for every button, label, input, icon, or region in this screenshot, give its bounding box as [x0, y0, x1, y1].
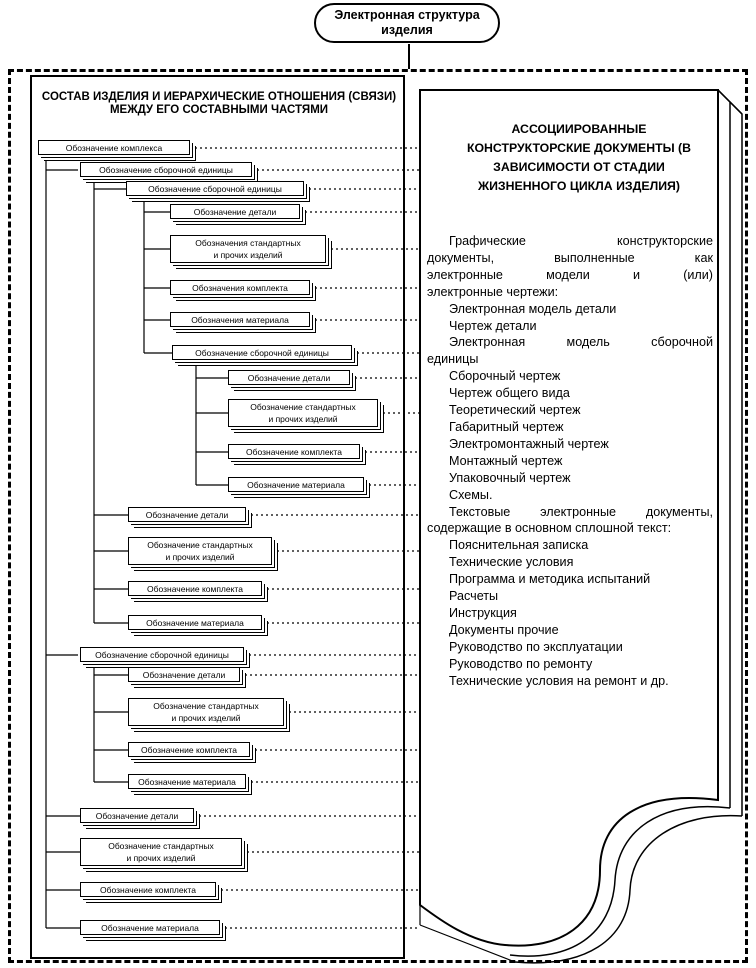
node-complex: Обозначение комплекса: [38, 140, 190, 155]
text-doc-item: Технические условия на ремонт и др.: [449, 673, 669, 688]
node-material: Обозначение материала: [128, 774, 246, 789]
node-standard-items-line-1: Обозначение стандартных: [250, 402, 356, 412]
node-assembly-2: Обозначение сборочной единицы: [80, 647, 244, 662]
node-assembly-1-1-1: Обозначение сборочной единицы: [172, 345, 352, 360]
node-standard-items-line-2: и прочих изделий: [171, 713, 241, 723]
text-doc-item: Программа и методика испытаний: [449, 572, 651, 587]
text-doc-item: Пояснительная записка: [449, 538, 589, 553]
node-kit: Обозначение комплекта: [80, 882, 216, 897]
text-doc-item: Расчеты: [449, 589, 499, 604]
node-assembly-1: Обозначение сборочной единицы: [80, 162, 252, 177]
node-standard-items-line-1: Обозначение стандартных: [147, 540, 253, 550]
text-doc-item: Руководство по эксплуатации: [449, 639, 623, 654]
node-standard-items: [170, 235, 326, 263]
graphic-doc-item: Сборочный чертеж: [449, 369, 561, 384]
node-part: Обозначение детали: [228, 370, 350, 385]
node-standard-items: [128, 698, 284, 726]
graphic-doc-item: Чертеж детали: [449, 318, 537, 333]
node-standard-items-line-1: Обозначение стандартных: [108, 841, 214, 851]
graphic-doc-item: единицы: [427, 352, 479, 367]
text-docs-intro-line: содержащие в основном сплошной текст:: [427, 521, 672, 536]
graphic-doc-item: Монтажный чертеж: [449, 453, 563, 468]
graphic-docs-intro-line: Графические конструкторские: [449, 234, 713, 248]
node-kit: Обозначение комплекта: [228, 444, 360, 459]
graphic-doc-item: Чертеж общего вида: [449, 386, 570, 401]
graphic-doc-item: Электронная модель сборочной: [449, 335, 713, 350]
node-standard-items: [128, 537, 272, 565]
text-doc-item: Руководство по ремонту: [449, 656, 593, 671]
graphic-doc-item: Электромонтажный чертеж: [449, 436, 609, 451]
graphic-doc-item: Габаритный чертеж: [449, 419, 564, 434]
node-part: Обозначение детали: [80, 808, 194, 823]
node-material: Обозначения материала: [170, 312, 310, 327]
node-material: Обозначение материала: [228, 477, 364, 492]
text-doc-item: Документы прочие: [449, 622, 559, 637]
node-kit: Обозначение комплекта: [128, 742, 250, 757]
node-material: Обозначение материала: [128, 615, 262, 630]
graphic-doc-item: Теоретический чертеж: [449, 403, 581, 418]
node-part: Обозначение детали: [128, 507, 246, 522]
node-standard-items-line-2: и прочих изделий: [165, 552, 235, 562]
text-docs-intro-line: Текстовые электронные документы,: [449, 504, 713, 519]
node-standard-items-line-2: и прочих изделий: [126, 853, 196, 863]
node-material: Обозначение материала: [80, 920, 220, 935]
text-doc-item: Инструкция: [449, 605, 517, 620]
node-standard-items-line-1: Обозначение стандартных: [153, 701, 259, 711]
graphic-docs-intro-line: электронные чертежи:: [427, 284, 559, 299]
node-part: Обозначение детали: [170, 204, 300, 219]
graphic-docs-intro-line: электронные модели и (или): [427, 267, 713, 282]
node-standard-items-line-1: Обозначения стандартных: [195, 238, 301, 248]
associated-docs-heading: АССОЦИИРОВАННЫЕ КОНСТРУКТОРСКИЕ ДОКУМЕНТЫ (В ЗАВИСИМОСТИ ОТ СТАДИИ ЖИЗНЕННОГО ЦИКЛА ИЗДЕЛИЯ): [466, 122, 692, 193]
composition-heading: СОСТАВ ИЗДЕЛИЯ И ИЕРАРХИЧЕСКИЕ ОТНОШЕНИЯ (СВЯЗИ) МЕЖДУ ЕГО СОСТАВНЫМИ ЧАСТЯМИ: [41, 91, 397, 116]
node-part: Обозначение детали: [128, 667, 240, 682]
node-kit: Обозначение комплекта: [128, 581, 262, 596]
node-standard-items: [228, 399, 378, 427]
text-doc-item: Технические условия: [449, 555, 574, 570]
node-standard-items: [80, 838, 242, 866]
node-standard-items-line-2: и прочих изделий: [268, 414, 338, 424]
graphic-doc-item: Упаковочный чертеж: [449, 470, 571, 485]
electronic-structure-title: Электронная структура изделия: [314, 3, 500, 43]
graphic-docs-intro-line: документы, выполненные как: [427, 250, 713, 265]
associated-docs-list: [427, 233, 713, 689]
node-assembly-1-1: Обозначение сборочной единицы: [126, 181, 304, 196]
graphic-doc-item: Схемы.: [449, 487, 493, 502]
graphic-doc-item: Электронная модель детали: [449, 301, 617, 316]
node-standard-items-line-2: и прочих изделий: [213, 250, 283, 260]
node-kit: Обозначения комплекта: [170, 280, 310, 295]
